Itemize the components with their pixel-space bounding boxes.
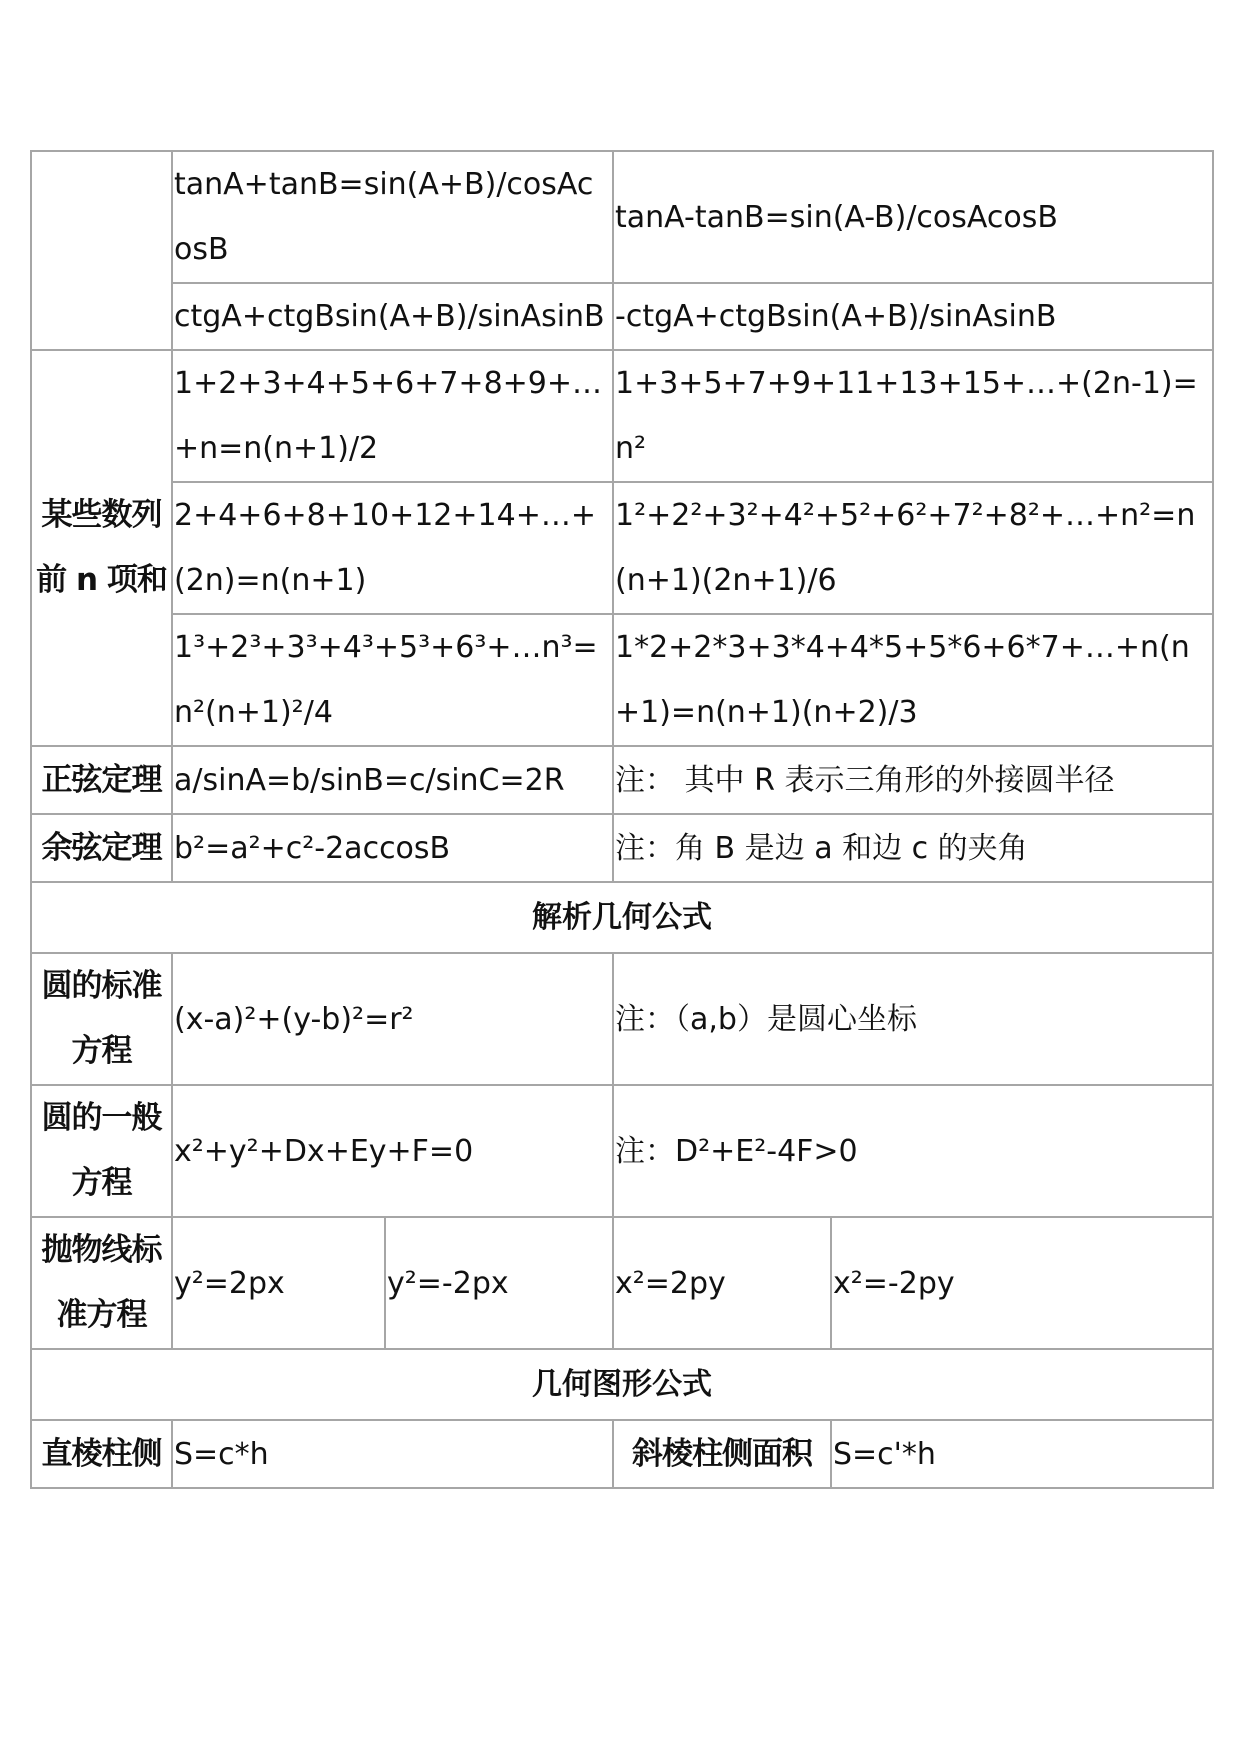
table-row (31, 350, 1213, 482)
table-row (31, 283, 1213, 350)
ctg-diff-formula: -ctgA+ctgBsin(A+B)/sinAsinB (613, 283, 1213, 350)
circle-general-label: 圆的一般方程 (31, 1085, 172, 1217)
sine-law-label: 正弦定理 (31, 746, 172, 814)
parabola-formula-4: x²=-2py (831, 1217, 1213, 1349)
circle-standard-label: 圆的标准方程 (31, 953, 172, 1085)
circle-standard-formula: (x-a)²+(y-b)²=r² (172, 953, 613, 1085)
right-prism-formula: S=c*h (172, 1420, 613, 1488)
table-row (31, 1217, 1213, 1349)
circle-general-note: 注：D²+E²-4F>0 (613, 1085, 1213, 1217)
table-row (31, 882, 1213, 953)
right-prism-label: 直棱柱侧 (31, 1420, 172, 1488)
cosine-law-note: 注：角 B 是边 a 和边 c 的夹角 (613, 814, 1213, 882)
tan-diff-formula: tanA-tanB=sin(A-B)/cosAcosB (613, 151, 1213, 283)
table-row (31, 1349, 1213, 1420)
cosine-law-formula: b²=a²+c²-2accosB (172, 814, 613, 882)
sum-naturals-formula: 1+2+3+4+5+6+7+8+9+…+n=n(n+1)/2 (172, 350, 613, 482)
circle-general-formula: x²+y²+Dx+Ey+F=0 (172, 1085, 613, 1217)
tan-sum-formula: tanA+tanB=sin(A+B)/cosAcosB (172, 151, 613, 283)
cosine-law-label: 余弦定理 (31, 814, 172, 882)
sum-cubes-formula: 1³+2³+3³+4³+5³+6³+…n³=n²(n+1)²/4 (172, 614, 613, 746)
circle-standard-note: 注：（a,b）是圆心坐标 (613, 953, 1213, 1085)
formula-table (30, 150, 1214, 1489)
analytic-geometry-heading: 解析几何公式 (31, 882, 1213, 953)
table-row (31, 746, 1213, 814)
sine-law-note: 注： 其中 R 表示三角形的外接圆半径 (613, 746, 1213, 814)
empty-label-cell (31, 151, 172, 350)
parabola-formula-2: y²=-2px (385, 1217, 613, 1349)
ctg-sum-formula: ctgA+ctgBsin(A+B)/sinAsinB (172, 283, 613, 350)
series-sum-label: 某些数列前 n 项和 (31, 350, 172, 746)
table-row (31, 1420, 1213, 1488)
table-row (31, 953, 1213, 1085)
sine-law-formula: a/sinA=b/sinB=c/sinC=2R (172, 746, 613, 814)
parabola-formula-3: x²=2py (613, 1217, 831, 1349)
sum-odds-formula: 1+3+5+7+9+11+13+15+…+(2n-1)=n² (613, 350, 1213, 482)
table-row (31, 614, 1213, 746)
table-row (31, 1085, 1213, 1217)
table-row (31, 482, 1213, 614)
sum-evens-formula: 2+4+6+8+10+12+14+…+(2n)=n(n+1) (172, 482, 613, 614)
table-row (31, 151, 1213, 283)
parabola-formula-1: y²=2px (172, 1217, 385, 1349)
oblique-prism-label: 斜棱柱侧面积 (613, 1420, 831, 1488)
sum-squares-formula: 1²+2²+3²+4²+5²+6²+7²+8²+…+n²=n(n+1)(2n+1)/6 (613, 482, 1213, 614)
sum-products-formula: 1*2+2*3+3*4+4*5+5*6+6*7+…+n(n+1)=n(n+1)(n+2)/3 (613, 614, 1213, 746)
geometry-heading: 几何图形公式 (31, 1349, 1213, 1420)
oblique-prism-formula: S=c'*h (831, 1420, 1213, 1488)
parabola-label: 抛物线标准方程 (31, 1217, 172, 1349)
table-row (31, 814, 1213, 882)
